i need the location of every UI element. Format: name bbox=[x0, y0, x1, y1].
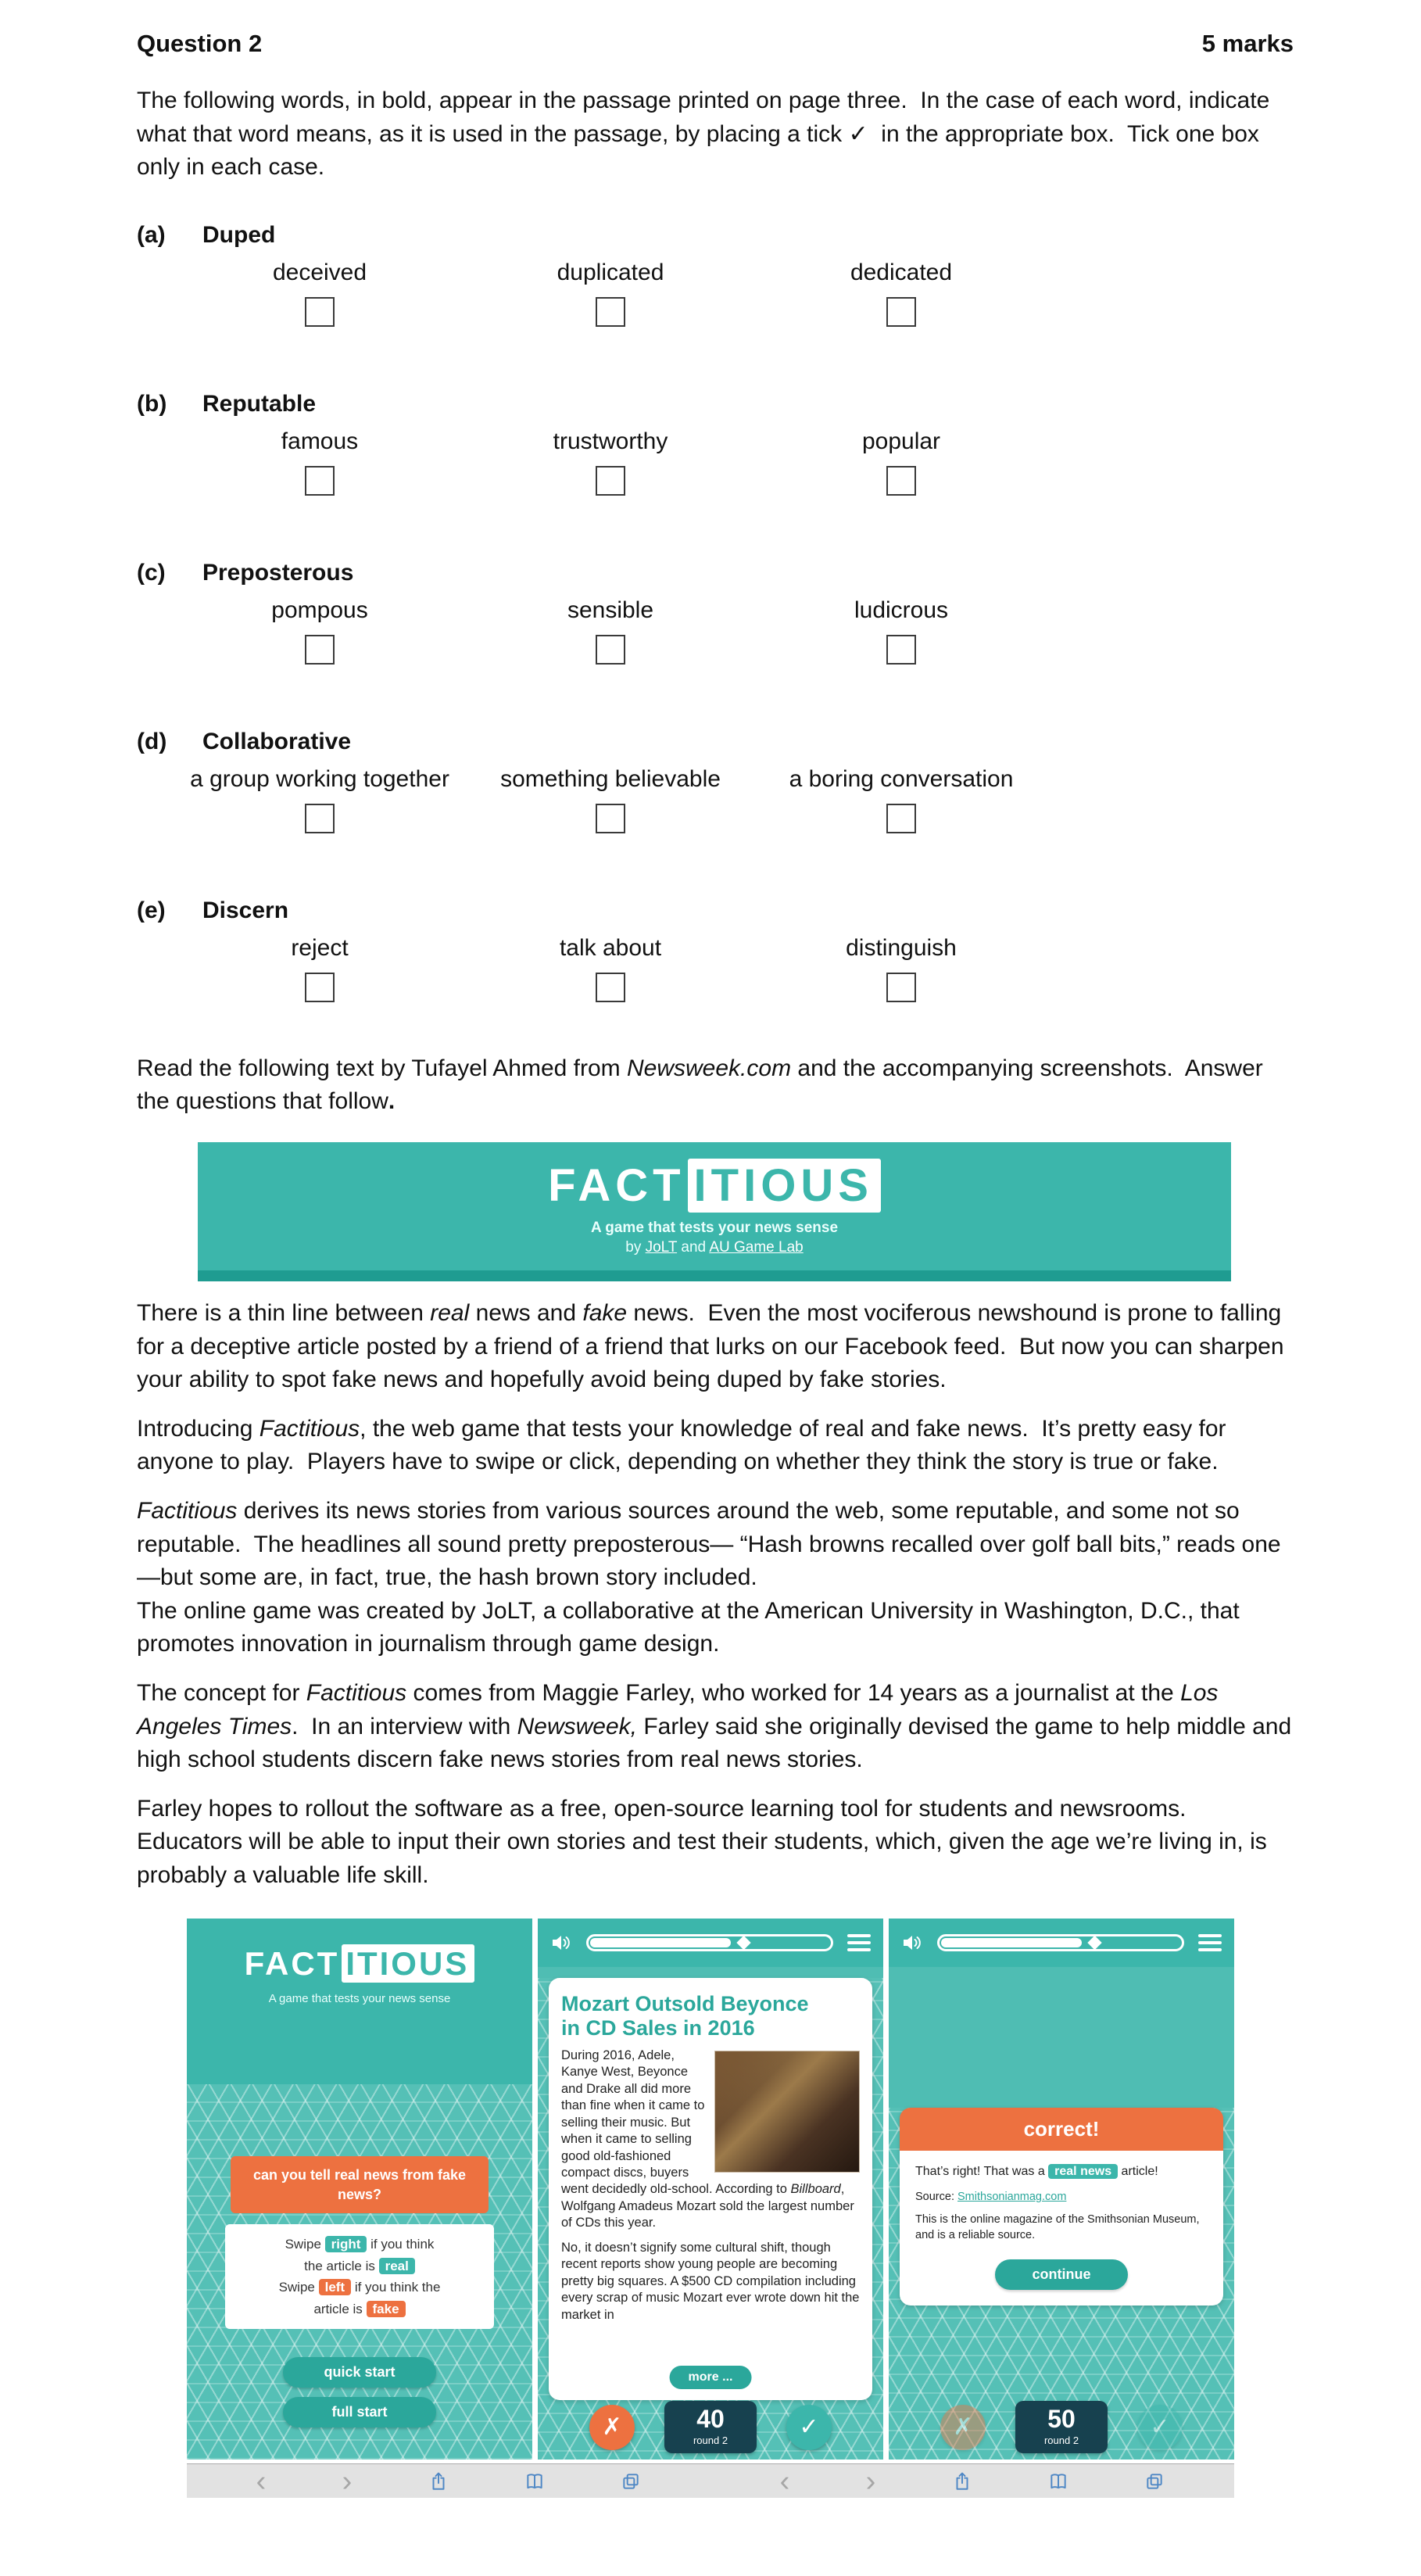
text-segment: Newsweek, bbox=[517, 1713, 638, 1739]
answer-option bbox=[756, 763, 1047, 833]
text-segment: article! bbox=[1118, 2165, 1158, 2179]
question-block-c bbox=[137, 557, 1294, 665]
real-button[interactable] bbox=[1137, 2405, 1183, 2450]
au-game-lab-link[interactable]: AU Game Lab bbox=[709, 1238, 804, 1256]
option-label: talk about bbox=[559, 934, 662, 961]
question-block-b bbox=[137, 388, 1294, 496]
question-word: Collaborative bbox=[202, 728, 352, 754]
real-button[interactable] bbox=[786, 2405, 832, 2450]
result-banner: correct! bbox=[900, 2108, 1223, 2151]
text-segment: Read the following text by Tufayel Ahmed from bbox=[137, 1055, 627, 1081]
answer-option bbox=[465, 932, 756, 1002]
answer-option bbox=[756, 594, 1047, 665]
right-chip: right bbox=[325, 2236, 367, 2252]
option-label: ludicrous bbox=[854, 597, 949, 623]
marks-label: 5 marks bbox=[1201, 30, 1294, 57]
answer-option bbox=[756, 425, 1047, 496]
screenshot-result-screen bbox=[889, 1919, 1234, 2460]
screenshot-article-screen bbox=[538, 1919, 883, 2460]
progress-bar-handle bbox=[736, 1936, 750, 1950]
game-header bbox=[538, 1919, 883, 1967]
banner-tagline: A game that tests your news sense bbox=[590, 1219, 839, 1236]
text-segment: That’s right! That was a bbox=[915, 2165, 1049, 2179]
answer-checkbox[interactable] bbox=[305, 635, 335, 665]
question-word: Reputable bbox=[202, 390, 317, 417]
source-note: This is the online magazine of the Smithsonian Museum, and is a reliable source. bbox=[915, 2213, 1200, 2242]
answer-checkbox[interactable] bbox=[886, 804, 916, 833]
option-label: reject bbox=[291, 934, 349, 961]
reading-instructions bbox=[137, 1052, 1294, 1119]
toolbar-left-group bbox=[187, 2464, 710, 2498]
question-number: Question 2 bbox=[137, 30, 263, 57]
text-segment: Billboard bbox=[790, 2182, 841, 2197]
answer-checkbox[interactable] bbox=[886, 466, 916, 496]
question-word: Duped bbox=[202, 221, 276, 248]
text-segment: news. Even the most vociferous newshound is prone to falling for a deceptive article posted by a friend of a friend that lurks on our Facebook feed. But now you can sharpen your ability to spot fake news and hopefully avoid being duped by fake stories. bbox=[137, 1299, 1290, 1393]
round-label: round 2 bbox=[1043, 2434, 1079, 2447]
question-block-d bbox=[137, 726, 1294, 833]
check-icon: ✓ bbox=[799, 2414, 819, 2441]
question-instructions: The following words, in bold, appear in the passage printed on page three. In the case of each word, indicate what that word means, as it is used in the passage, by placing a tick ✓ in the appropriate box. Tick one box only in each case. bbox=[137, 88, 1276, 181]
score-box bbox=[664, 2401, 757, 2453]
article-paragraph-3b: The online game was created by JoLT, a collaborative at the American University in Washington, D.C., that promotes innovation in journalism through game design. bbox=[137, 1597, 1247, 1657]
back-icon[interactable]: ‹ bbox=[256, 2464, 267, 2498]
game-screenshots bbox=[187, 1919, 1234, 2498]
answer-checkbox[interactable] bbox=[886, 297, 916, 327]
logo-fact-text: FACT bbox=[244, 1945, 340, 1983]
screenshot-start-screen bbox=[187, 1919, 532, 2460]
text-segment: Factitious bbox=[137, 1497, 238, 1524]
article-paragraph-4 bbox=[137, 1677, 1298, 1777]
question-letter: (d) bbox=[137, 728, 167, 754]
speaker-icon[interactable] bbox=[550, 1932, 572, 1954]
share-icon[interactable] bbox=[428, 2471, 449, 2492]
text-segment: , Wolfgang Amadeus Mozart sold the largest number of CDs this year. bbox=[561, 2182, 854, 2230]
fake-button[interactable] bbox=[589, 2405, 635, 2450]
news-headline: Mozart Outsold Beyonce in CD Sales in 2016 bbox=[561, 1992, 809, 2040]
answer-option bbox=[174, 256, 465, 327]
question-letter: (c) bbox=[137, 559, 166, 586]
page-header bbox=[137, 30, 1294, 58]
text-segment: news and bbox=[469, 1299, 583, 1326]
question-letter: (e) bbox=[137, 897, 166, 923]
option-label: deceived bbox=[272, 259, 367, 285]
text-segment: Introducing bbox=[137, 1415, 260, 1442]
factitious-logo bbox=[187, 1945, 532, 1983]
tabs-icon[interactable] bbox=[621, 2471, 641, 2492]
score-value: 40 bbox=[696, 2405, 725, 2434]
text-segment: During 2016, Adele, Kanye West, Beyonce and Drake all did more than fine when it came to selling their music. But when it came to selling good old-fashioned compact discs, buyers went decidedly old-school. According to bbox=[561, 2048, 791, 2197]
text-segment: There is a thin line between bbox=[137, 1299, 431, 1326]
safari-toolbar bbox=[187, 2463, 1234, 2498]
news-paragraph-2: No, it doesn’t signify some cultural shift, though recent reports show young people are becoming pretty big squares. A $500 CD compilation including every scrap of music Mozart ever wrote down hit the market in bbox=[561, 2240, 860, 2322]
answer-option bbox=[756, 932, 1047, 1002]
article-paragraph-3 bbox=[137, 1495, 1294, 1595]
factitious-banner bbox=[198, 1142, 1231, 1281]
option-label: something believable bbox=[500, 765, 721, 792]
answer-checkbox[interactable] bbox=[596, 297, 625, 327]
article-image bbox=[714, 2051, 860, 2173]
x-icon: ✗ bbox=[602, 2414, 622, 2441]
answer-checkbox[interactable] bbox=[305, 973, 335, 1002]
text-segment: the article is bbox=[304, 2258, 379, 2273]
news-body bbox=[561, 2048, 860, 2323]
text-segment: Swipe bbox=[278, 2280, 319, 2295]
answer-controls bbox=[889, 2401, 1234, 2453]
toolbar-right-group bbox=[710, 2464, 1234, 2498]
answer-option bbox=[465, 594, 756, 665]
logo-fact-text: FACT bbox=[548, 1159, 685, 1211]
bookmarks-icon[interactable] bbox=[524, 2471, 545, 2492]
text-segment: , the web game that tests your knowledge of real and fake news. It’s pretty easy for anyone to play. Players have to swipe or click, depending on whether they think the story is true or fake. bbox=[137, 1415, 1233, 1475]
text-segment: real bbox=[430, 1299, 470, 1326]
banner-bottom-strip bbox=[198, 1270, 1231, 1281]
logo-itious-text: ITIOUS bbox=[342, 1944, 474, 1983]
source-line bbox=[915, 2191, 1208, 2203]
answer-option bbox=[756, 256, 1047, 327]
fake-button[interactable] bbox=[940, 2405, 986, 2450]
question-letter: (b) bbox=[137, 390, 167, 417]
x-icon: ✗ bbox=[953, 2414, 973, 2441]
result-message bbox=[915, 2165, 1208, 2179]
answer-checkbox[interactable] bbox=[596, 635, 625, 665]
progress-bar-handle bbox=[1087, 1936, 1101, 1950]
answer-checkbox[interactable] bbox=[305, 297, 335, 327]
text-segment: article is bbox=[313, 2301, 367, 2316]
text-segment: Los Angeles Times bbox=[137, 1679, 1224, 1739]
start-screen-header bbox=[187, 1919, 532, 2084]
answer-checkbox[interactable] bbox=[305, 804, 335, 833]
text-segment: comes from Maggie Farley, who worked for 14 years as a journalist at the bbox=[406, 1679, 1181, 1706]
answer-option bbox=[174, 932, 465, 1002]
menu-icon[interactable] bbox=[847, 1930, 871, 1955]
answer-option bbox=[174, 763, 465, 833]
answer-option bbox=[174, 594, 465, 665]
answer-option bbox=[465, 425, 756, 496]
text-segment: fake bbox=[582, 1299, 628, 1326]
option-label: duplicated bbox=[557, 259, 664, 285]
text-segment: . bbox=[388, 1088, 396, 1115]
text-segment: if you think the bbox=[351, 2280, 441, 2295]
prompt-box: can you tell real news from fake news? bbox=[231, 2156, 489, 2213]
answer-option bbox=[465, 256, 756, 327]
option-label: popular bbox=[861, 428, 941, 454]
text-segment: derives its news stories from various sources around the web, some reputable, and some not so reputable. The headlines all sound pretty preposterous— “Hash browns recalled over golf ball bits,” reads one—but some are, in fact, true, the hash brown story included. bbox=[137, 1497, 1281, 1591]
speaker-icon[interactable] bbox=[901, 1932, 923, 1954]
option-label: trustworthy bbox=[553, 428, 668, 454]
option-label: a group working together bbox=[190, 765, 449, 792]
logo-itious-text: ITIOUS bbox=[688, 1159, 881, 1213]
jolt-link[interactable]: JoLT bbox=[645, 1238, 678, 1256]
forward-icon[interactable]: › bbox=[865, 2464, 876, 2498]
text-segment: . In an interview with bbox=[292, 1713, 517, 1739]
text-segment: Newsweek.com bbox=[627, 1055, 792, 1081]
text-segment: Factitious bbox=[259, 1415, 360, 1442]
text-segment: Farley said she originally devised the game to help middle and high school students discern fake news stories from real news stories. bbox=[137, 1713, 1298, 1773]
question-block-e bbox=[137, 894, 1294, 1002]
text-segment: and the accompanying screenshots. Answer the questions that follow bbox=[137, 1055, 1270, 1115]
answer-checkbox[interactable] bbox=[596, 466, 625, 496]
text-segment: The concept for bbox=[137, 1679, 306, 1706]
text-segment: and bbox=[677, 1238, 710, 1256]
share-icon[interactable] bbox=[952, 2471, 972, 2492]
progress-bar-fill bbox=[941, 1938, 1082, 1947]
back-icon[interactable]: ‹ bbox=[779, 2464, 790, 2498]
result-card bbox=[900, 2108, 1223, 2305]
option-label: sensible bbox=[567, 597, 654, 623]
text-segment: Swipe bbox=[285, 2237, 325, 2252]
banner-byline bbox=[198, 1239, 1231, 1256]
option-label: a boring conversation bbox=[789, 765, 1014, 792]
quick-start-button[interactable]: quick start bbox=[283, 2357, 436, 2388]
menu-icon[interactable] bbox=[1198, 1930, 1222, 1955]
option-label: famous bbox=[281, 428, 359, 454]
answer-controls bbox=[538, 2401, 883, 2453]
question-word: Preposterous bbox=[202, 559, 354, 586]
progress-bar bbox=[937, 1934, 1184, 1951]
article-paragraph-5: Farley hopes to rollout the software as a free, open-source learning tool for students and newsrooms. Educators will be able to input their own stories and test their students, which, given the age we’re living in, is probably a valuable life skill. bbox=[137, 1795, 1274, 1888]
option-label: dedicated bbox=[850, 259, 953, 285]
forward-icon[interactable]: › bbox=[342, 2464, 353, 2498]
answer-option bbox=[465, 763, 756, 833]
question-word: Discern bbox=[202, 897, 289, 923]
start-screen-body bbox=[187, 2084, 532, 2460]
bookmarks-icon[interactable] bbox=[1048, 2471, 1068, 2492]
round-label: round 2 bbox=[693, 2434, 728, 2447]
progress-bar-fill bbox=[590, 1938, 731, 1947]
full-start-button[interactable]: full start bbox=[283, 2397, 436, 2427]
answer-checkbox[interactable] bbox=[886, 973, 916, 1002]
swipe-instructions bbox=[225, 2224, 494, 2329]
answer-checkbox[interactable] bbox=[596, 804, 625, 833]
result-body bbox=[900, 2151, 1223, 2305]
text-segment: Source: bbox=[915, 2191, 957, 2204]
tabs-icon[interactable] bbox=[1144, 2471, 1165, 2492]
start-tagline: A game that tests your news sense bbox=[268, 1992, 451, 2006]
game-header bbox=[889, 1919, 1234, 1967]
question-letter: (a) bbox=[137, 221, 166, 248]
real-news-chip: real news bbox=[1048, 2164, 1118, 2179]
option-label: distinguish bbox=[846, 934, 957, 961]
continue-button[interactable]: continue bbox=[995, 2259, 1128, 2290]
option-label: pompous bbox=[271, 597, 368, 623]
question-block-a bbox=[137, 219, 1294, 327]
answer-option bbox=[174, 425, 465, 496]
text-segment: Factitious bbox=[306, 1679, 407, 1706]
answer-checkbox[interactable] bbox=[305, 466, 335, 496]
article-paragraph-1 bbox=[137, 1297, 1294, 1397]
news-card bbox=[549, 1978, 872, 2400]
article-screen-body bbox=[538, 1978, 883, 2460]
score-box bbox=[1015, 2401, 1108, 2453]
source-link[interactable]: Smithsonianmag.com bbox=[957, 2191, 1067, 2204]
answer-checkbox[interactable] bbox=[596, 973, 625, 1002]
factitious-logo bbox=[198, 1159, 1231, 1212]
article-paragraph-2 bbox=[137, 1413, 1294, 1479]
progress-bar bbox=[586, 1934, 833, 1951]
real-chip: real bbox=[379, 2258, 415, 2274]
left-chip: left bbox=[319, 2279, 352, 2295]
check-icon: ✓ bbox=[1150, 2414, 1170, 2441]
text-segment: by bbox=[625, 1238, 646, 1256]
score-value: 50 bbox=[1047, 2405, 1076, 2434]
fake-chip: fake bbox=[367, 2301, 406, 2317]
answer-checkbox[interactable] bbox=[886, 635, 916, 665]
text-segment: if you think bbox=[367, 2237, 435, 2252]
more-button[interactable]: more ... bbox=[670, 2366, 752, 2389]
